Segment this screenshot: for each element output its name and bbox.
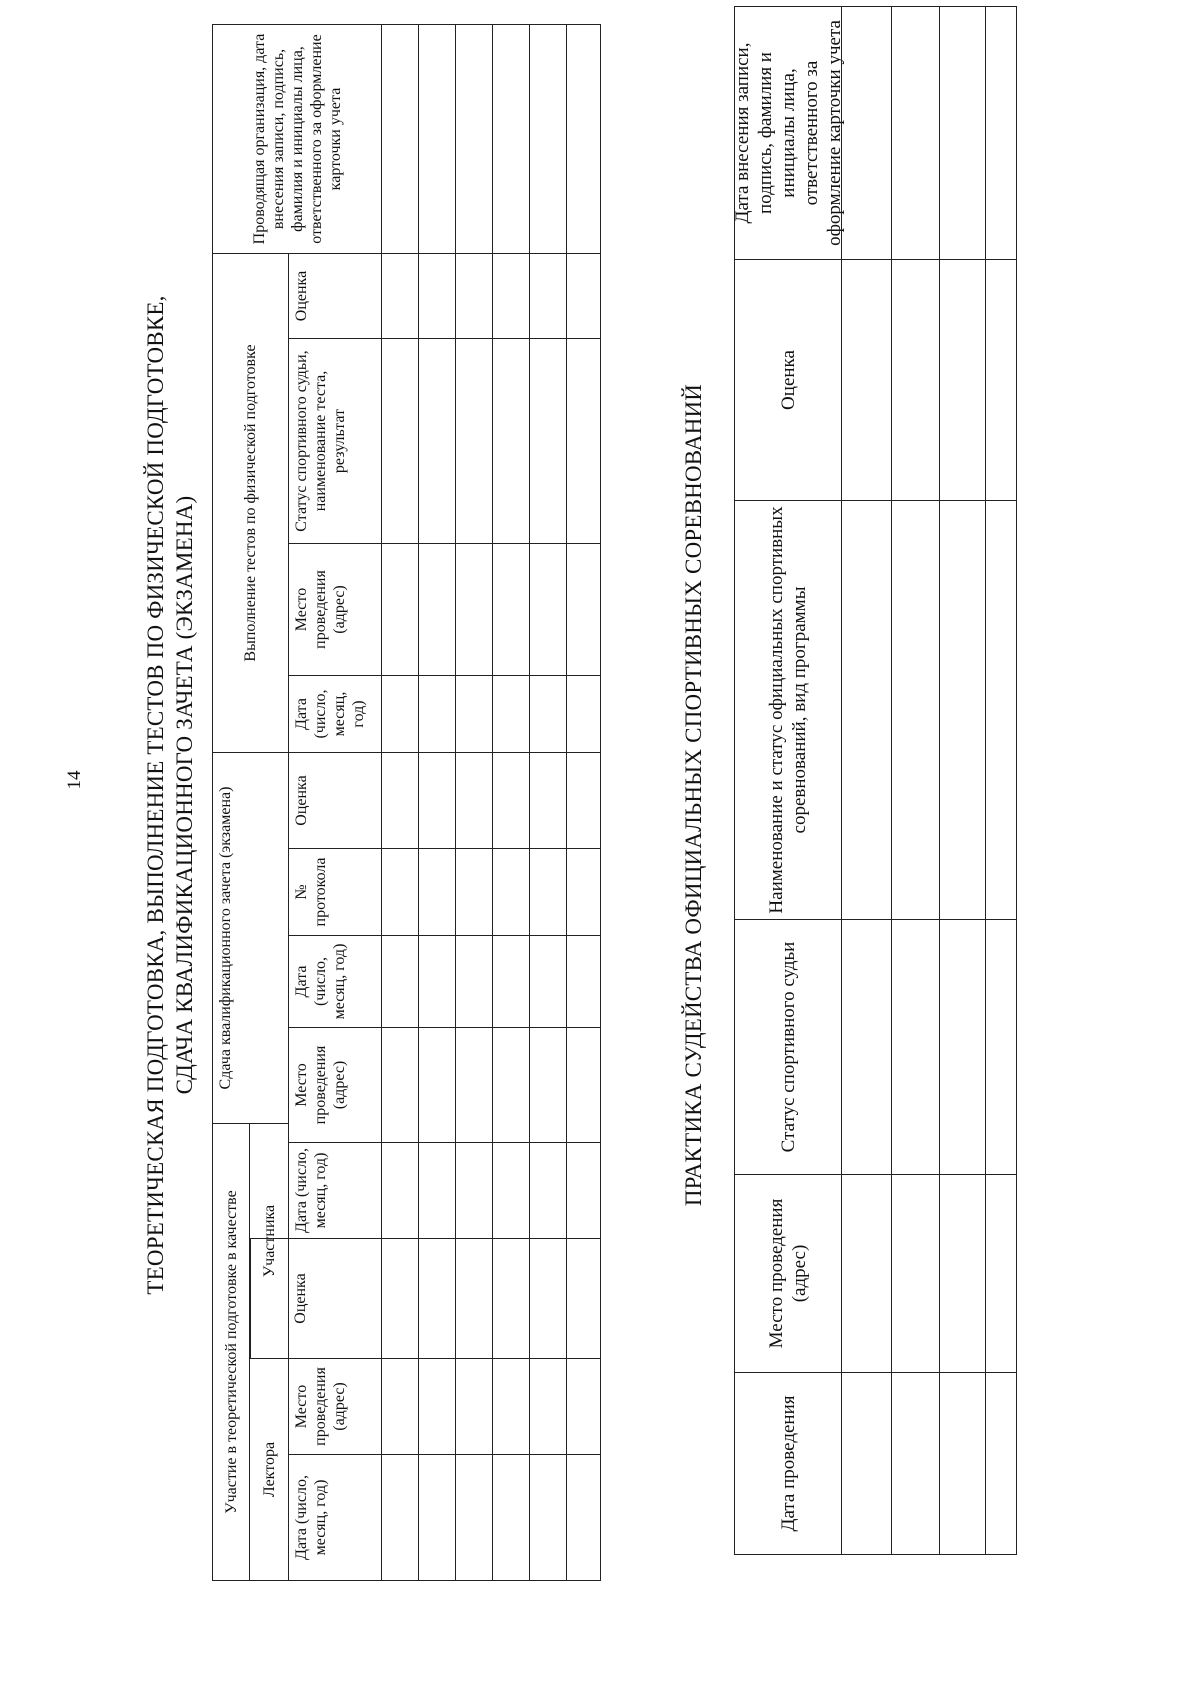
page-number: 14 bbox=[64, 770, 85, 790]
col-judging-date: Дата проведения bbox=[734, 1372, 842, 1555]
col-judging-status: Статус спортивного судьи bbox=[734, 919, 842, 1175]
header-theory-participation: Участие в теоретической подготовке в качестве bbox=[212, 1123, 250, 1581]
col-exam-protocol: № протокола bbox=[288, 848, 382, 936]
col-competition-name: Наименование и статус официальных спортивных соревнований, вид программы bbox=[734, 500, 842, 920]
col-lecturer-place: Место проведения (адрес) bbox=[288, 1358, 382, 1455]
col-tests-status: Статус спортивного судьи, наименование теста, результат bbox=[288, 338, 382, 544]
table2-body-columns bbox=[841, 6, 1017, 1555]
col-participant-place: Место проведения (адрес) bbox=[288, 1027, 382, 1143]
col-tests-date: Дата (число, месяц, год) bbox=[288, 675, 382, 753]
section1-title-line2: СДАЧА КВАЛИФИКАЦИОННОГО ЗАЧЕТА (ЭКЗАМЕНА) bbox=[172, 495, 197, 1095]
header-organization: Проводящая организация, дата внесения записи, подпись, фамилия и инициалы лица, ответственного за оформление карточки учета bbox=[212, 24, 382, 254]
col-lecturer-date: Дата (число, месяц, год) bbox=[288, 1454, 382, 1581]
col-participant-date: Дата (число, месяц, год) bbox=[288, 1142, 382, 1239]
header-physical-tests: Выполнение тестов по физической подготовке bbox=[212, 253, 289, 753]
header-exam: Сдача квалификационного зачета (экзамена) bbox=[212, 752, 289, 1124]
col-judging-place: Место проведения (адрес) bbox=[734, 1174, 842, 1373]
subheader-lecturer: Лектора bbox=[249, 1358, 289, 1581]
col-exam-date: Дата (число, месяц, год) bbox=[288, 935, 382, 1028]
table1-body-columns bbox=[381, 24, 601, 1581]
col-tests-place: Место проведения (адрес) bbox=[288, 543, 382, 676]
col-record-info: Дата внесения записи, подпись, фамилия и инициалы лица, ответственного за оформление карточки учета bbox=[734, 6, 842, 260]
section1-title-line1: ТЕОРЕТИЧЕСКАЯ ПОДГОТОВКА, ВЫПОЛНЕНИЕ ТЕСТОВ ПО ФИЗИЧЕСКОЙ ПОДГОТОВКЕ, bbox=[143, 295, 168, 1295]
col-judging-grade: Оценка bbox=[734, 259, 842, 501]
col-exam-grade: Оценка bbox=[288, 752, 382, 849]
section2-title: ПРАКТИКА СУДЕЙСТВА ОФИЦИАЛЬНЫХ СПОРТИВНЫХ СОРЕВНОВАНИЙ bbox=[681, 383, 706, 1207]
col-tests-grade: Оценка bbox=[288, 253, 382, 339]
subheader-participant: Участника bbox=[249, 1123, 289, 1359]
col-theory-grade: Оценка bbox=[250, 1238, 382, 1359]
